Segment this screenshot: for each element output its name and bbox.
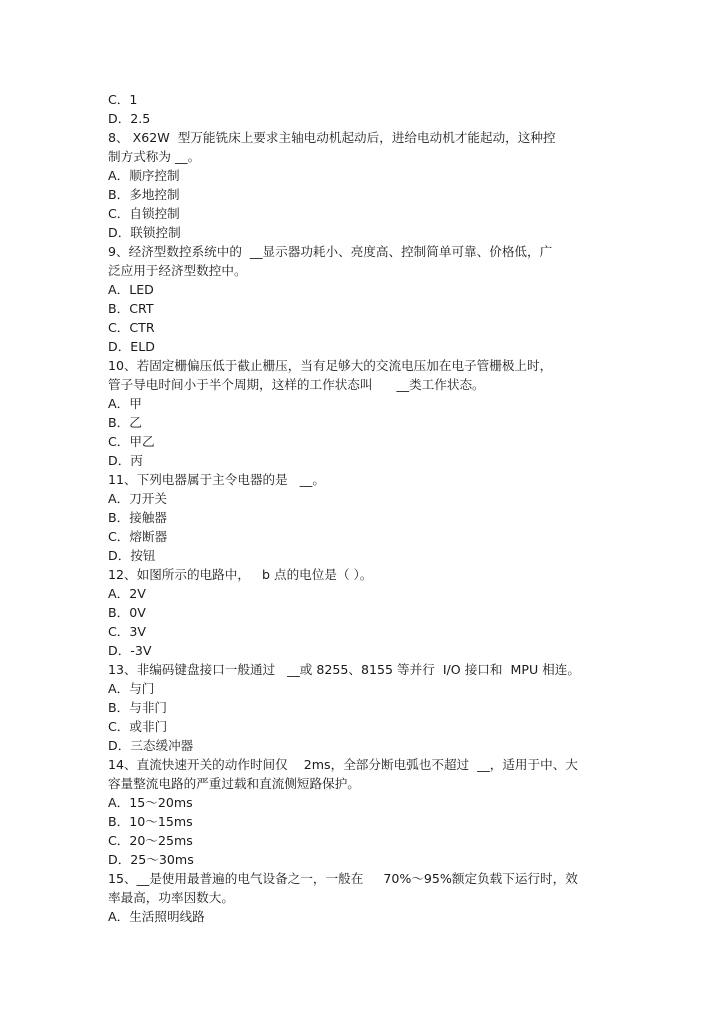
option-line: C．自锁控制 <box>108 206 180 221</box>
question-11-text: 11、下列电器属于主令电器的是 __。 <box>108 472 325 487</box>
option-line: A．甲 <box>108 396 142 411</box>
option-line: A．生活照明线路 <box>108 909 205 924</box>
option-line: D．2.5 <box>108 111 151 126</box>
option-line: C．CTR <box>108 320 155 335</box>
option-line: A．刀开关 <box>108 491 167 506</box>
question-10-text-cont: 管子导电时间小于半个周期，这样的工作状态叫 __类工作状态。 <box>108 377 485 392</box>
question-8-text-cont: 制方式称为 __。 <box>108 149 201 164</box>
option-line: A．顺序控制 <box>108 168 180 183</box>
option-line: D．按钮 <box>108 548 156 563</box>
option-line: B．与非门 <box>108 700 168 715</box>
question-14-text: 14、直流快速开关的动作时间仅 2ms，全部分断电弧也不超过 __，适用于中、大 <box>108 757 578 772</box>
option-line: B．乙 <box>108 415 142 430</box>
option-line: C．或非门 <box>108 719 168 734</box>
option-line: A．LED <box>108 282 154 297</box>
question-15-text: 15、__是使用最普遍的电气设备之一，一般在 70%～95%额定负载下运行时，效 <box>108 871 578 886</box>
question-15-text-cont: 率最高，功率因数大。 <box>108 890 234 905</box>
option-line: C．3V <box>108 624 147 639</box>
option-line: D．丙 <box>108 453 143 468</box>
question-13-text: 13、非编码键盘接口一般通过 __或 8255、8155 等并行 I/O 接口和 MPU 相连。 <box>108 662 580 677</box>
question-9-text: 9、经济型数控系统中的 __显示器功耗小、亮度高、控制简单可靠、价格低，广 <box>108 244 553 259</box>
option-line: C．熔断器 <box>108 529 168 544</box>
option-line: B．10～15ms <box>108 814 193 829</box>
option-line: D．25～30ms <box>108 852 194 867</box>
question-10-text: 10、若固定栅偏压低于截止栅压，当有足够大的交流电压加在电子管栅极上时， <box>108 358 553 373</box>
question-14-text-cont: 容量整流电路的严重过载和直流侧短路保护。 <box>108 776 360 791</box>
option-line: A．2V <box>108 586 146 601</box>
option-line: B．多地控制 <box>108 187 180 202</box>
option-line: D．-3V <box>108 643 152 658</box>
question-12-text: 12、如图所示的电路中， b 点的电位是（ ）。 <box>108 567 373 582</box>
document-body <box>108 90 618 926</box>
option-line: D．ELD <box>108 339 155 354</box>
option-line: D．三态缓冲器 <box>108 738 194 753</box>
question-9-text-cont: 泛应用于经济型数控中。 <box>108 263 247 278</box>
option-line: B．接触器 <box>108 510 168 525</box>
option-line: A．与门 <box>108 681 155 696</box>
option-line: B．CRT <box>108 301 154 316</box>
option-line: D．联锁控制 <box>108 225 181 240</box>
option-line: C．20～25ms <box>108 833 193 848</box>
option-line: C．甲乙 <box>108 434 155 449</box>
option-line: B．0V <box>108 605 146 620</box>
question-8-text: 8、 X62W 型万能铣床上要求主轴电动机起动后，进给电动机才能起动，这种控 <box>108 130 556 145</box>
option-line: C．1 <box>108 92 138 107</box>
option-line: A．15～20ms <box>108 795 193 810</box>
